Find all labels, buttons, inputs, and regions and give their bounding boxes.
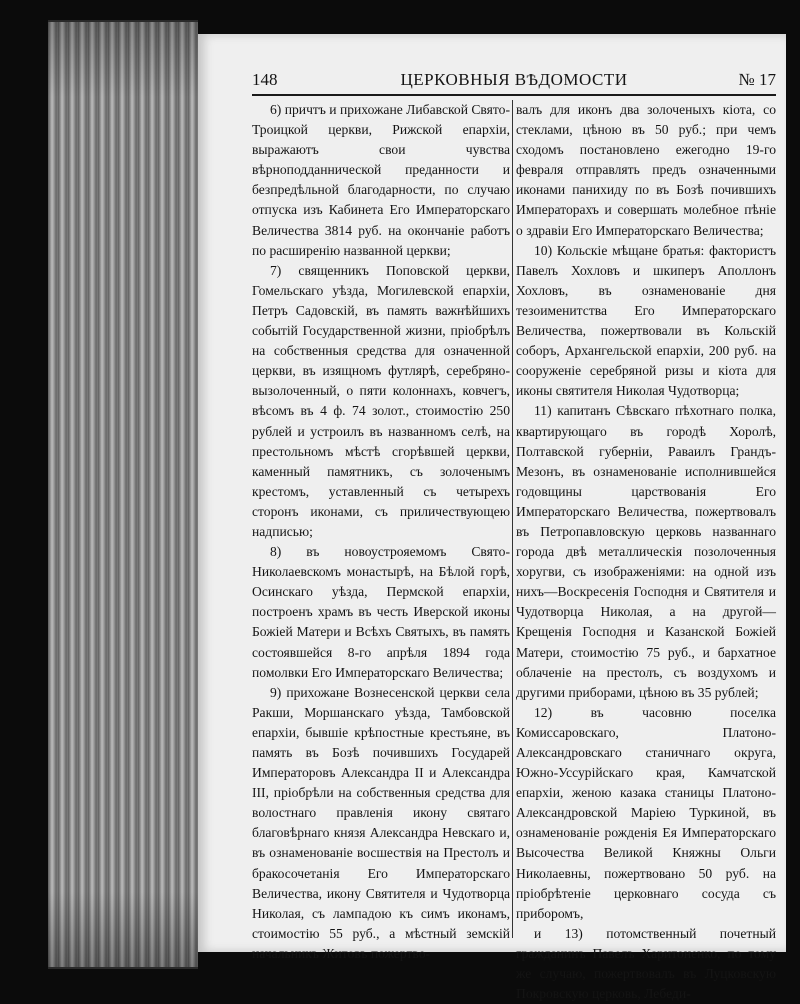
paragraph-9-continued bbox=[516, 100, 776, 241]
left-column bbox=[252, 100, 510, 964]
printed-page bbox=[198, 34, 786, 1002]
paragraph-12 bbox=[516, 703, 776, 924]
paragraph-9 bbox=[252, 683, 510, 964]
paragraph-10 bbox=[516, 241, 776, 402]
page-number: 148 bbox=[252, 70, 278, 89]
paragraph-8-text: 8) въ новоустрояемомъ Свято-Николаевскомъ монастырѣ, на Бѣлой горѣ, Осинскаго уѣзда, Пермской епархіи, построенъ храмъ въ честь Иверской иконы Божіей Матери и Всѣхъ Святыхъ, въ память состоявшейся 8-го апрѣля 1894 года помолвки Его Императорскаго Величества; bbox=[252, 544, 510, 680]
paragraph-9-continued-text: валъ для иконъ два золоченыхъ кіота, со стеклами, цѣною въ 50 руб.; при чемъ сходомъ постановлено ежегодно 19-го февраля отправлять предъ означенными иконами панихиду по въ Бозѣ почившихъ Императорахъ и совершать молебное пѣніе о здравіи Его Императорскаго Величества; bbox=[516, 102, 776, 238]
paragraph-11 bbox=[516, 401, 776, 702]
paragraph-13 bbox=[516, 924, 776, 1004]
paragraph-9-text: 9) прихожане Вознесенской церкви села Ракши, Моршанскаго уѣзда, Тамбовской епархіи, бывшіе крѣпостные крестьяне, въ память въ Бозѣ почившихъ Государей Императоровъ Александра II и Александра III, пріобрѣли на собственныя средства для волостнаго правленія икону святаго благовѣрнаго князя Александра Невскаго и, въ ознаменованіе восшествія на Престолъ и бракосочетанія Его Императорскаго Величества, икону Святителя и Чудотворца Николая, съ лампадою къ симъ иконамъ, стоимостію 55 руб., а мѣстный земскій начальникъ Житовъ пожертво- bbox=[252, 684, 510, 961]
paragraph-6-text: 6) причтъ и прихожане Либавской Свято-Троицкой церкви, Рижской епархіи, выражаютъ свои чувства вѣрноподданнической преданности и безпредѣльной благодарности, по случаю отпуска изъ Кабинета Его Императорскаго Величества 3814 руб. на окончаніе работъ по расширенію названной церкви; bbox=[252, 102, 511, 258]
paragraph-12-text: 12) въ часовню поселка Комиссаровскаго, Платоно-Александровскаго станичнаго округа, Южно-Уссурійскаго края, Камчатской епархіи, женою казака станицы Платоно-Александровской Маріею Туркиной, въ ознаменованіе рожденія Ея Императорскаго Высочества Великой Княжны Ольги Николаевны, пожертвовано 50 руб. на пріобрѣтеніе церковнаго сосуда съ приборомъ, bbox=[516, 704, 776, 921]
paragraph-6 bbox=[252, 100, 510, 261]
paragraph-7 bbox=[252, 261, 510, 542]
column-divider bbox=[512, 100, 513, 938]
paragraph-13-text: и 13) потомственный почетный гражданинъ Павелъ Харитоненко, по тому же случаю, пожертвовалъ въ Луцковскую Покровскую церковь, Лебеди- bbox=[516, 925, 776, 1002]
right-column bbox=[516, 100, 776, 1004]
paragraph-11-text: 11) капитанъ Сѣвскаго пѣхотнаго полка, квартирующаго въ городѣ Хоролѣ, Полтавской губерніи, Раваилъ Грандъ-Мезонъ, въ ознаменованіе исполнившейся годовщины царствованія Его Императорскаго Величества, пожертвовалъ въ Петропавловскую церковь названнаго города двѣ металлическія позолоченныя хоругви, съ изображеніями: на одной изъ нихъ—Воскресенія Господня и Святителя и Чудотворца Николая, а на другой—Крещенія Господня и Казанской Божіей Матери, стоимостію 75 руб., и бархатное облаченіе на престолъ, съ воздухомъ и другими приборами, цѣною въ 35 рублей; bbox=[516, 403, 776, 700]
page-edges bbox=[48, 20, 198, 969]
header-rule bbox=[252, 94, 776, 96]
running-header bbox=[252, 68, 776, 92]
paragraph-8 bbox=[252, 542, 510, 683]
journal-title: ЦЕРКОВНЫЯ ВѢДОМОСТИ bbox=[400, 70, 628, 89]
paragraph-10-text: 10) Кольскіе мѣщане братья: фактористъ Павелъ Хохловъ и шкиперъ Аполлонъ Хохловъ, въ ознаменованіе дня тезоименитства Его Императорскаго Величества, пожертвовали въ Кольскій соборъ, Архангельской епархіи, 200 руб. на сооруженіе серебряной ризы и кіота для иконы святителя Николая Чудотворца; bbox=[516, 242, 776, 399]
issue-number: № 17 bbox=[738, 70, 776, 89]
paragraph-7-text: 7) священникъ Поповской церкви, Гомельскаго уѣзда, Могилевской епархіи, Петръ Садовскій, въ память важнѣйшихъ событій Государственной жизни, пріобрѣлъ на собственныя средства для означенной церкви, въ изящномъ футлярѣ, серебряно-вызолоченный, о пяти колоннахъ, ковчегъ, вѣсомъ въ 4 ф. 74 золот., стоимостію 250 рублей и устроилъ въ названномъ селѣ, на престольномъ мѣстѣ сгорѣвшей церкви, каменный памятникъ, съ золоченымъ крестомъ, уставленный съ четырехъ сторонъ иконами, съ приличествующею надписью; bbox=[252, 262, 510, 539]
